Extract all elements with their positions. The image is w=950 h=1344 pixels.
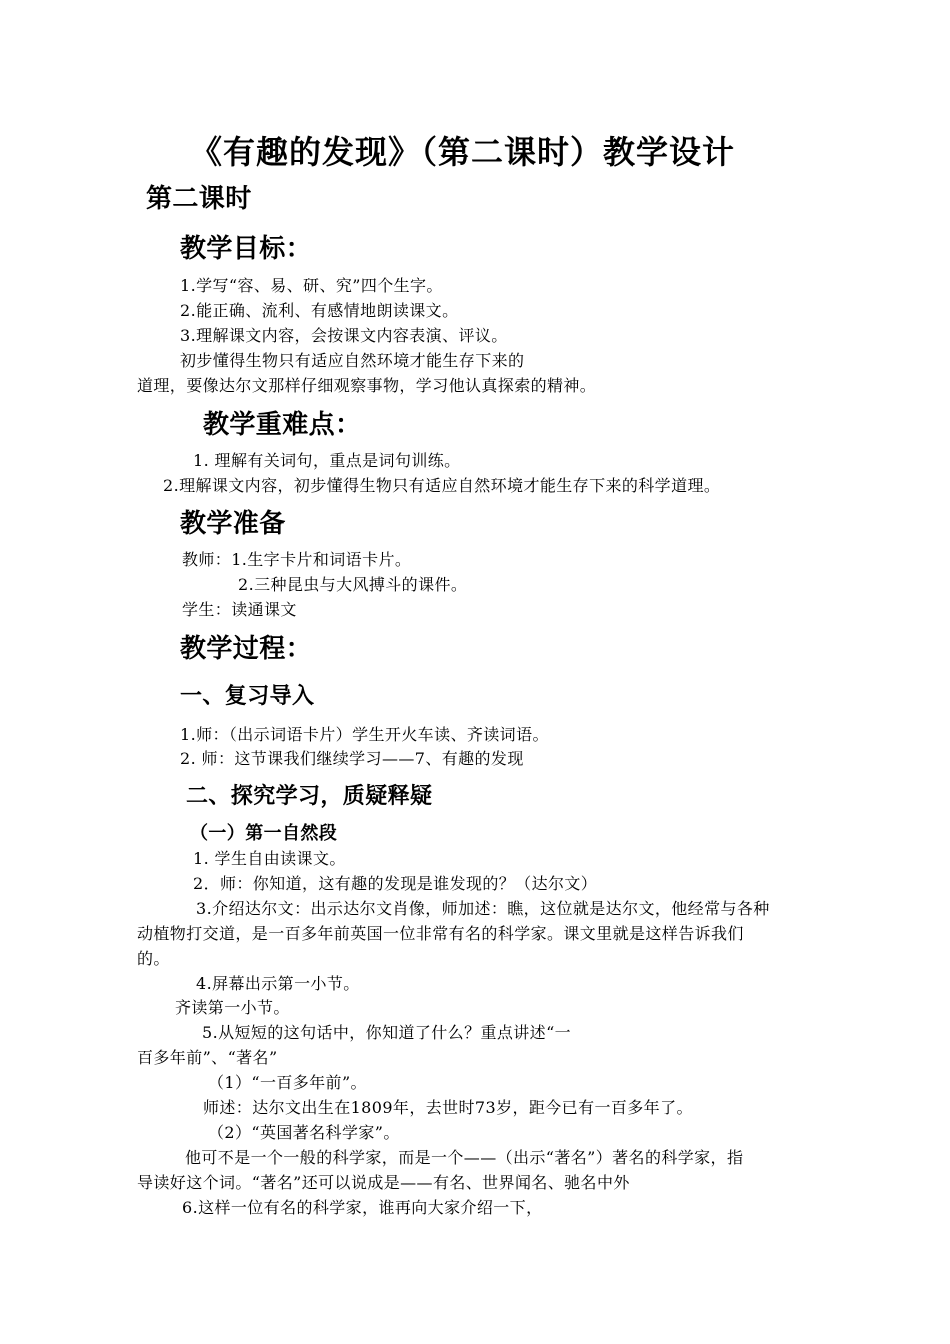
process-item: 4.屏幕出示第一小节。 [196, 974, 360, 993]
prep-item: 学生：读通课文 [182, 600, 297, 619]
key-point-item: 1. 理解有关词句，重点是词句训练。 [193, 451, 461, 470]
goal-item: 1.学写“容、易、研、究”四个生字。 [180, 276, 443, 295]
process-item: 导读好这个词。“著名”还可以说成是——有名、世界闻名、驰名中外 [137, 1173, 630, 1192]
goal-item: 道理，要像达尔文那样仔细观察事物，学习他认真探索的精神。 [137, 376, 597, 395]
goal-item: 3.理解课文内容，会按课文内容表演、评议。 [180, 326, 508, 345]
goals-heading: 教学目标： [180, 234, 313, 264]
page-title: 《有趣的发现》（第二课时）教学设计 [190, 133, 736, 171]
process-item: 1. 学生自由读课文。 [193, 849, 346, 868]
prep-item: 教师：1.生字卡片和词语卡片。 [182, 550, 412, 569]
process-item: 5.从短短的这句话中，你知道了什么？重点讲述“一 [202, 1023, 572, 1042]
process-item: 齐读第一小节。 [175, 998, 290, 1017]
key-points-heading: 教学重难点： [203, 410, 362, 440]
key-point-item: 2.理解课文内容，初步懂得生物只有适应自然环境才能生存下来的科学道理。 [163, 476, 721, 495]
lesson-heading: 第二课时 [146, 184, 252, 214]
goal-item: 初步懂得生物只有适应自然环境才能生存下来的 [180, 351, 525, 370]
process-item: 6.这样一位有名的科学家，谁再向大家介绍一下， [182, 1198, 543, 1217]
process-item: （2）“英国著名科学家”。 [208, 1123, 400, 1142]
process-item: 2．师：你知道，这有趣的发现是谁发现的？（达尔文） [193, 874, 598, 893]
process-item: 动植物打交道，是一百多年前英国一位非常有名的科学家。课文里就是这样告诉我们 [137, 924, 744, 943]
section-heading: 一、复习导入 [180, 684, 315, 709]
process-item: 2. 师：这节课我们继续学习——7、有趣的发现 [180, 749, 524, 768]
prep-heading: 教学准备 [180, 509, 286, 539]
process-item: 3.介绍达尔文：出示达尔文肖像，师加述：瞧，这位就是达尔文，他经常与各种 [196, 899, 770, 918]
process-item: 师述：达尔文出生在1809年，去世时73岁，距今已有一百多年了。 [203, 1098, 693, 1117]
goal-item: 2.能正确、流利、有感情地朗读课文。 [180, 301, 459, 320]
prep-item: 2.三种昆虫与大风搏斗的课件。 [238, 575, 468, 594]
process-item: （1）“一百多年前”。 [208, 1073, 367, 1092]
process-item: 他可不是一个一般的科学家，而是一个——（出示“著名”）著名的科学家，指 [185, 1148, 744, 1167]
section-heading: 二、探究学习，质疑释疑 [186, 784, 433, 809]
process-item: 1.师：（出示词语卡片）学生开火车读、齐读词语。 [180, 725, 549, 744]
process-item: 的。 [137, 949, 170, 968]
process-item: 百多年前”、“著名” [137, 1048, 278, 1067]
subsection-heading: （一）第一自然段 [190, 823, 338, 844]
process-heading: 教学过程： [180, 634, 313, 664]
